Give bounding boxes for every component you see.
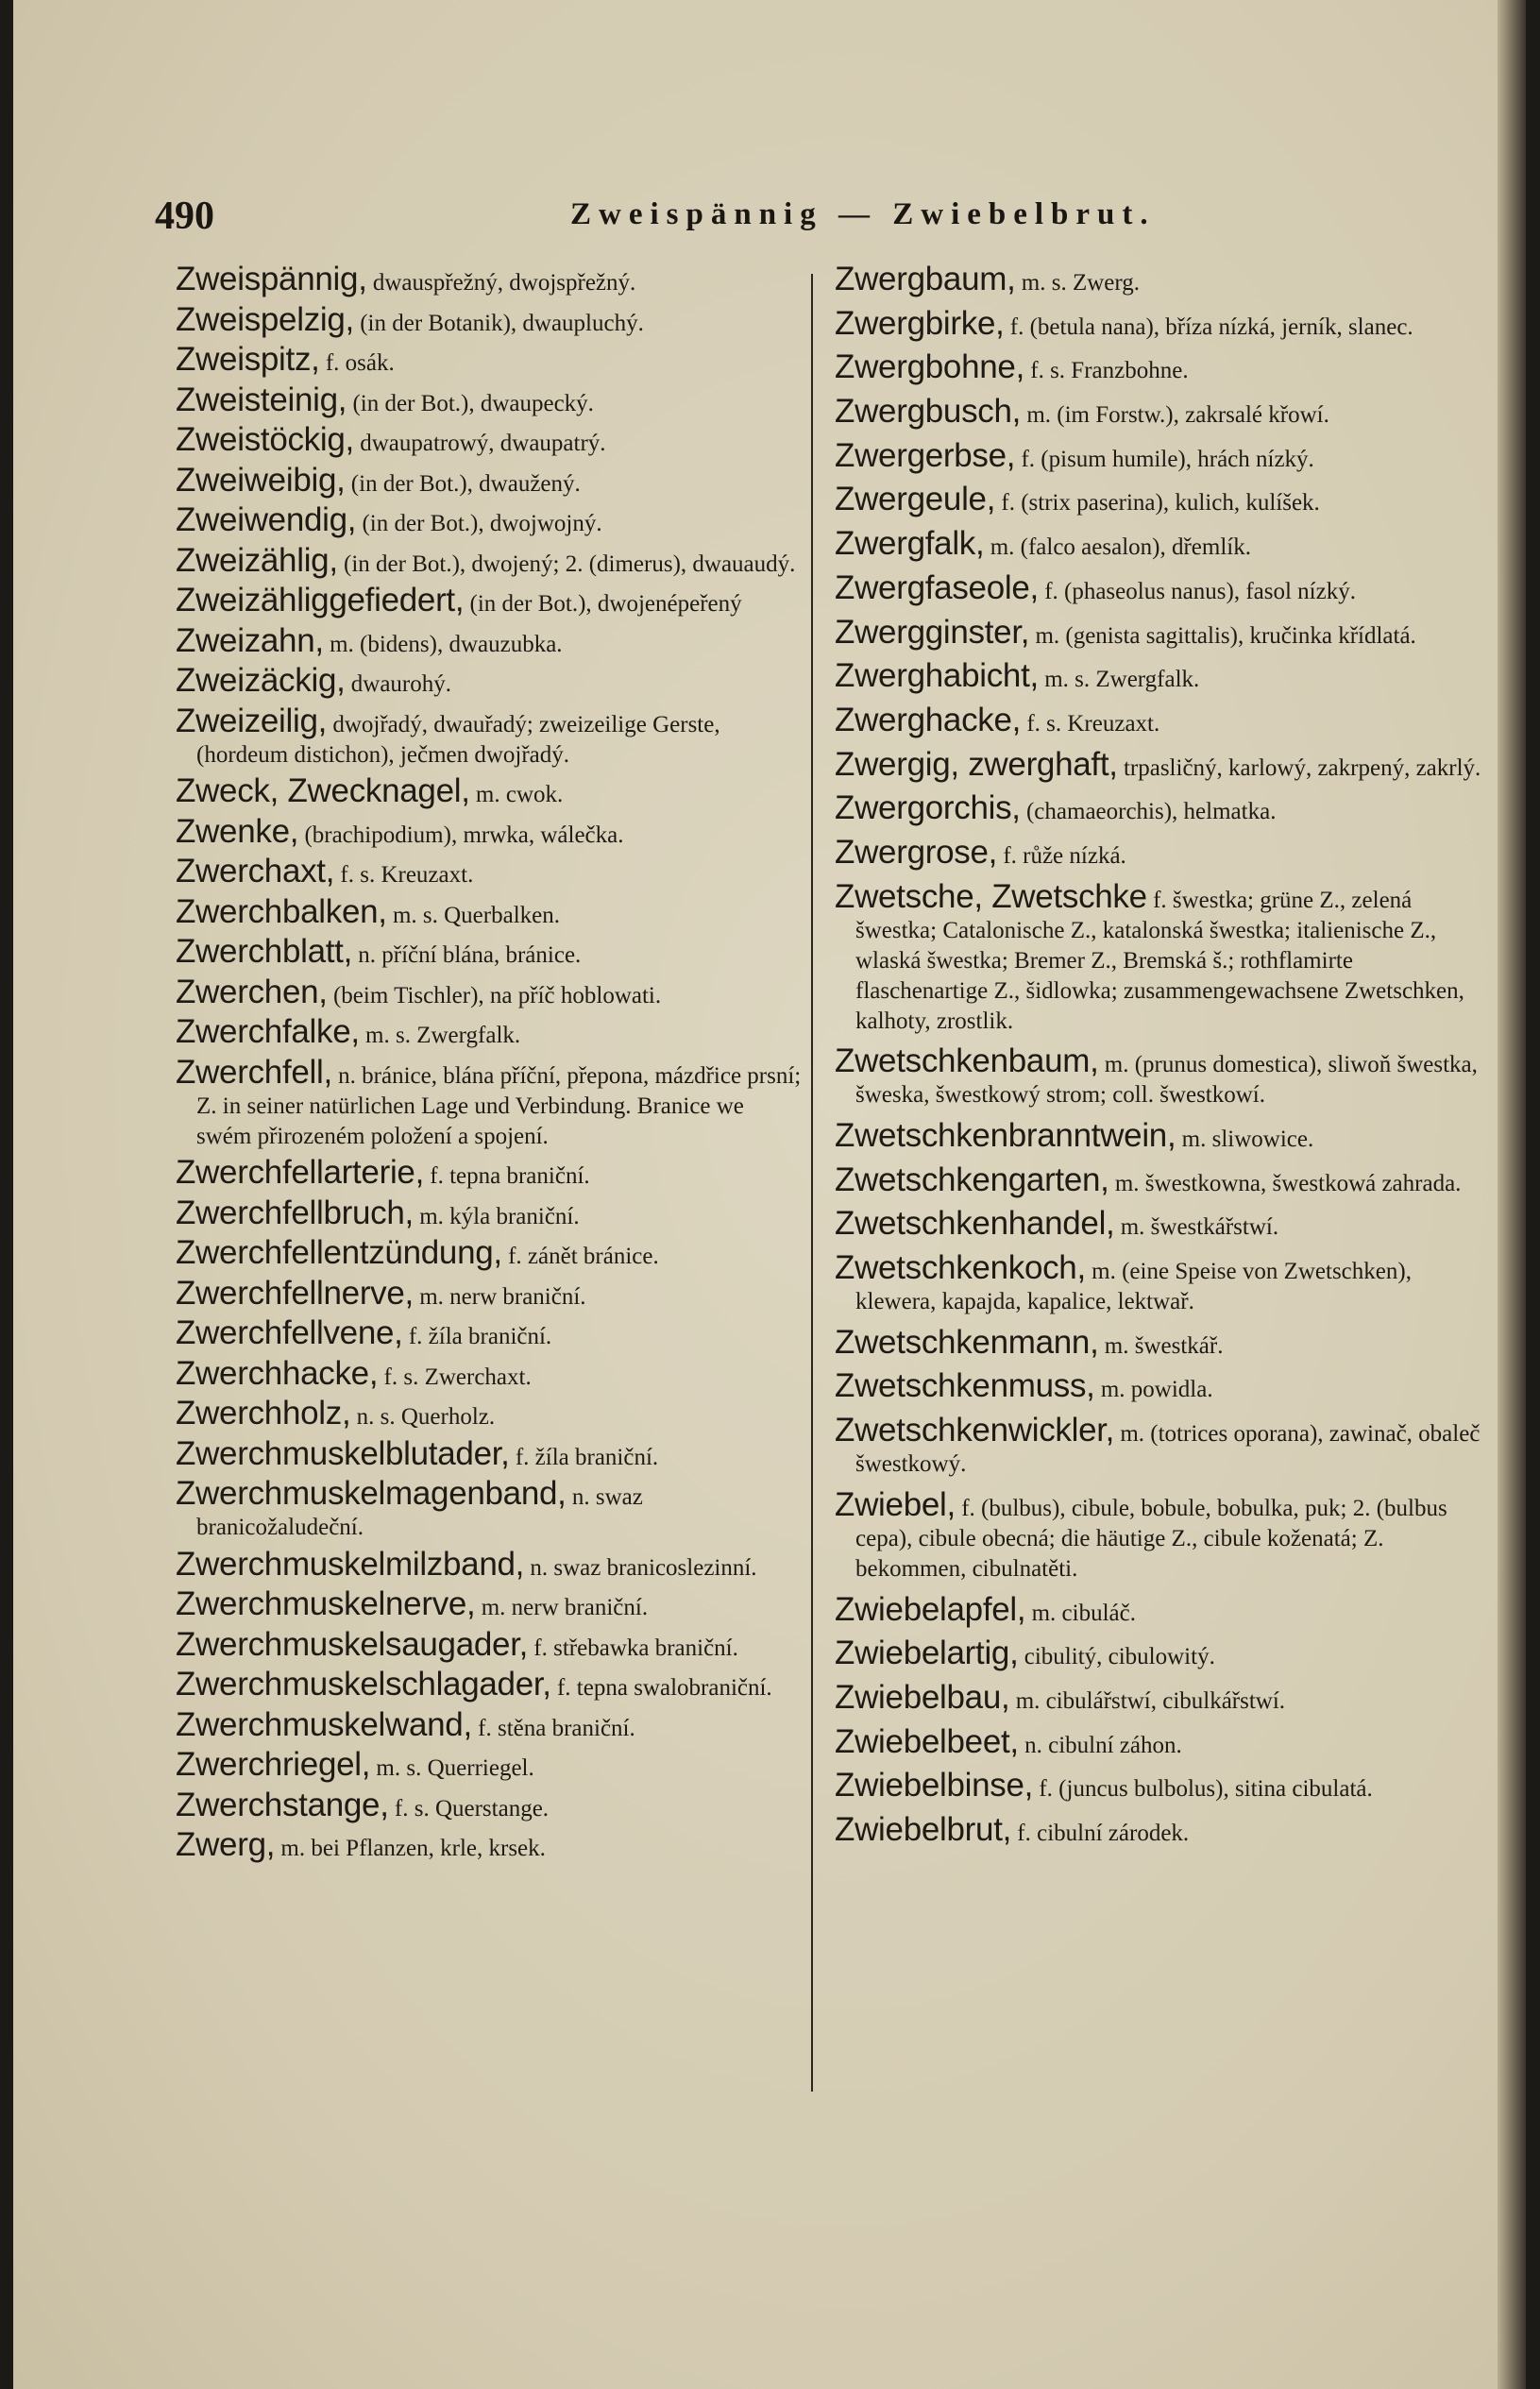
entry-definition: n. s. Querholz. [356,1404,496,1430]
dictionary-entry [835,1367,1486,1405]
entry-definition: dwaupatrowý, dwaupatrý. [360,431,606,456]
dictionary-page [13,0,1526,2389]
entry-definition: m. sliwowice. [1181,1127,1314,1152]
dictionary-entry [835,1205,1486,1243]
dictionary-entry [176,1013,804,1051]
entry-definition: (in der Bot.), dwojenépeřený [469,591,742,617]
entry-definition: f. osák. [325,350,395,376]
dictionary-entry [835,701,1486,739]
entry-headword: Zwergfalk, [835,525,985,563]
dictionary-entry [176,933,804,971]
dictionary-entry [835,613,1486,652]
column-divider [811,274,813,2092]
entry-definition: n. swaz branicoslezinní. [530,1554,757,1581]
entry-headword: Zwetschkenbranntwein, [835,1117,1176,1154]
entry-definition: m. (bidens), dwauzubka. [330,631,563,657]
entry-definition: f. tepna swalobraniční. [556,1675,772,1701]
entry-headword: Zwerchmuskelsaugader, [176,1625,529,1663]
dictionary-entry [835,1810,1486,1849]
dictionary-entry [835,1117,1486,1155]
entry-definition: f. žíla braniční. [515,1444,659,1470]
dictionary-entry [176,662,804,700]
entry-definition: f. (bulbus), cibule, bobule, bobulka, puk; 2. (bulbus cepa), cibule obecná; die häutige Z., cibule koženatá; Z. bekommen, cibulnatěti. [855,1495,1447,1582]
dictionary-entry [835,1722,1486,1761]
entry-definition: f. cibulní zárodek. [1017,1820,1190,1846]
dictionary-entry [176,812,804,851]
entry-definition: m. (falco aesalon), dřemlík. [990,534,1251,561]
dictionary-entry [835,525,1486,563]
dictionary-entry [176,421,804,459]
entry-headword: Zwerchmuskelnerve, [176,1585,476,1622]
right-column [835,261,1486,1859]
entry-definition: m. (im Forstw.), zakrsalé křowí. [1026,402,1329,429]
entry-headword: Zwetschkenmann, [835,1323,1099,1361]
dictionary-entry [176,461,804,500]
entry-definition: f. (phaseolus nanus), fasol nízký. [1044,578,1356,604]
entry-headword: Zweispännig, [176,261,367,297]
entry-headword: Zweck, Zwecknagel, [176,772,470,809]
entry-headword: Zweiweibig, [176,461,346,499]
dictionary-entry [835,1161,1486,1199]
dictionary-entry [176,300,804,339]
dictionary-entry [176,772,804,810]
dictionary-entry [835,745,1486,784]
entry-definition: f. stěna braniční. [478,1715,635,1741]
left-column [176,261,804,1871]
entry-headword: Zwiebelbau, [835,1678,1010,1716]
dictionary-entry [176,1746,804,1784]
dictionary-entry [176,1154,804,1192]
entry-definition: m. cwok. [475,782,564,807]
entry-definition: cibulitý, cibulowitý. [1024,1644,1215,1670]
entry-definition: (beim Tischler), na příč hoblowati. [332,982,662,1008]
entry-definition: f. střebawka braniční. [533,1635,738,1661]
entry-headword: Zwerchblatt, [176,933,353,970]
entry-definition: n. příční blána, bránice. [358,942,582,968]
page-header [155,194,1382,250]
dictionary-entry [835,1042,1486,1110]
entry-headword: Zweisteinig, [176,381,347,418]
dictionary-entry [176,1475,804,1543]
entry-definition: f. (betula nana), bříza nízká, jerník, slanec. [1009,313,1413,340]
dictionary-entry [176,1786,804,1824]
entry-headword: Zwerchstange, [176,1786,389,1823]
entry-headword: Zwergginster, [835,613,1030,651]
entry-definition: m. s. Querbalken. [392,902,560,928]
dictionary-entry [176,892,804,931]
dictionary-entry [835,657,1486,695]
dictionary-entry [835,261,1486,298]
entry-headword: Zwergorchis, [835,789,1021,827]
entry-definition: f. (strix paserina), kulich, kulíšek. [1001,490,1320,517]
dictionary-entry [176,1395,804,1432]
entry-headword: Zwerchen, [176,973,328,1010]
page-number: 490 [155,195,214,238]
entry-headword: Zwerchfellvene, [176,1314,403,1351]
entry-definition: (in der Bot.), dwojwojný. [362,511,602,536]
dictionary-entry [835,833,1486,872]
entry-definition: n. bránice, blána příční, přepona, mázdřice prsní; Z. in seiner natürlichen Lage und Verbindung. Branice we swém přirozeném položení a spojení. [196,1062,802,1149]
dictionary-entry [176,1705,804,1744]
entry-definition: (in der Botanik), dwaupluchý. [360,310,644,336]
entry-headword: Zwerchholz, [176,1395,351,1432]
entry-headword: Zwetschkenbaum, [835,1042,1099,1080]
entry-definition: m. kýla braniční. [419,1203,580,1229]
entry-definition: m. cibuláč. [1031,1600,1136,1626]
entry-headword: Zweiwendig, [176,501,357,538]
entry-definition: f. (juncus bulbolus), sitina cibulatá. [1039,1776,1373,1803]
dictionary-entry [835,1635,1486,1672]
entry-headword: Zwerchmuskelblutader, [176,1434,510,1472]
entry-headword: Zweizeilig, [176,702,328,739]
entry-headword: Zwerchmuskelmilzband, [176,1545,525,1583]
entry-headword: Zwerghacke, [835,701,1022,738]
entry-headword: Zwergbaum, [835,261,1016,297]
entry-headword: Zweispitz, [176,341,320,378]
entry-headword: Zwergerbse, [835,436,1016,474]
dictionary-entry [176,1625,804,1664]
entry-definition: f. s. Querstange. [394,1795,550,1821]
entry-definition: m. s. Zwergfalk. [365,1023,521,1048]
entry-headword: Zwiebelapfel, [835,1590,1026,1628]
entry-headword: Zwiebelbrut, [835,1810,1012,1848]
entry-headword: Zwerghabicht, [835,657,1039,695]
entry-definition: m. šwestkář. [1104,1332,1224,1359]
dictionary-entry [835,304,1486,343]
entry-definition: m. (genista sagittalis), kručinka křídlatá. [1035,622,1416,649]
running-head: Zweispännig — Zwiebelbrut. [570,197,1156,231]
entry-definition: f. tepna braniční. [430,1163,590,1189]
entry-headword: Zwiebelbeet, [835,1722,1019,1760]
entry-headword: Zwerchhacke, [176,1354,379,1392]
entry-definition: f. zánět bránice. [508,1244,659,1269]
dictionary-entry [835,789,1486,827]
entry-headword: Zwetschkenhandel, [835,1205,1115,1243]
entry-headword: Zweizähliggefiedert, [176,582,465,618]
dictionary-entry [835,481,1486,518]
dictionary-entry [835,393,1486,431]
entry-definition: f. žíla braniční. [408,1324,552,1349]
dictionary-entry [835,1590,1486,1629]
dictionary-entry [176,1234,804,1272]
dictionary-entry [176,1194,804,1232]
entry-definition: m. s. Zwergfalk. [1044,667,1200,693]
entry-definition: n. cibulní záhon. [1024,1732,1182,1758]
entry-headword: Zwerchaxt, [176,853,335,890]
entry-headword: Zwerg, [176,1826,276,1863]
dictionary-entry [835,1323,1486,1362]
entry-headword: Zwerchmuskelschlagader, [176,1666,551,1703]
entry-headword: Zwerchfellbruch, [176,1194,414,1231]
dictionary-entry [176,1666,804,1703]
dictionary-entry [176,582,804,619]
entry-definition: dwauspřežný, dwojspřežný. [372,270,636,296]
entry-definition: dwaurohý. [350,671,452,697]
entry-headword: Zweispelzig, [176,300,354,338]
entry-definition: dwojřadý, dwauřadý; zweizeilige Gerste, (hordeum distichon), ječmen dwojřadý. [196,711,720,768]
entry-headword: Zwerchfellarterie, [176,1154,425,1191]
entry-headword: Zwerchriegel, [176,1746,371,1783]
entry-headword: Zwiebelartig, [835,1635,1019,1672]
entry-headword: Zwerchbalken, [176,892,387,930]
entry-definition: m. powidla. [1100,1377,1213,1403]
dictionary-entry [176,1053,804,1152]
entry-headword: Zwergbohne, [835,348,1024,386]
entry-headword: Zwergeule, [835,481,996,518]
entry-headword: Zwergig, zwerghaft, [835,745,1118,783]
entry-headword: Zweizählig, [176,541,338,579]
entry-headword: Zwerchfellnerve, [176,1274,414,1312]
dictionary-entry [835,436,1486,475]
entry-definition: m. s. Querriegel. [376,1755,534,1781]
entry-headword: Zwetschkenkoch, [835,1249,1086,1287]
entry-headword: Zweistöckig, [176,421,354,458]
dictionary-entry [176,541,804,580]
dictionary-entry [835,1249,1486,1317]
entry-headword: Zwerchfell, [176,1053,332,1091]
entry-definition: f. s. Franzbohne. [1030,358,1189,384]
entry-headword: Zwergfaseole, [835,568,1039,606]
dictionary-entry [835,348,1486,386]
entry-definition: n. swaz branicožaludeční. [196,1484,643,1540]
dictionary-entry [176,1545,804,1584]
entry-definition: m. šwestkářstwí. [1120,1214,1279,1241]
dictionary-entry [176,1826,804,1864]
entry-headword: Zwetschkenwickler, [835,1412,1115,1449]
entry-definition: (in der Bot.), dwaužený. [350,470,581,497]
entry-headword: Zwiebelbinse, [835,1767,1034,1804]
dictionary-entry [835,1412,1486,1480]
entry-headword: Zweizäckig, [176,662,346,699]
dictionary-entry [176,381,804,419]
dictionary-entry [176,1434,804,1473]
entry-definition: m. nerw braniční. [419,1283,586,1310]
entry-definition: f. s. Kreuzaxt. [1026,710,1160,737]
dictionary-entry [176,1314,804,1352]
entry-headword: Zwerchfalke, [176,1013,360,1050]
entry-definition: f. s. Kreuzaxt. [340,862,474,888]
entry-definition: f. šwestka; grüne Z., zelená šwestka; Catalonische Z., katalonská šwestka; italienische Z., wlaská šwestka; Bremer Z., Bremská š.; rothflamirte flaschenartige Z., šidlowka; zusammengewachsene Zwetschken, kalhoty, zrostlik. [855,887,1464,1034]
entry-definition: m. (eine Speise von Zwetschken), klewera, kapajda, kapalice, lektwař. [855,1259,1412,1315]
entry-definition: m. nerw braniční. [481,1595,649,1620]
entry-definition: m. (prunus domestica), sliwoň šwestka, šweska, šwestkowý strom; coll. šwestkowí. [855,1052,1478,1109]
dictionary-entry [176,702,804,771]
dictionary-entry [835,1678,1486,1717]
dictionary-entry [176,853,804,890]
entry-definition: m. bei Pflanzen, krle, krsek. [280,1836,546,1861]
dictionary-entry [835,1485,1486,1584]
entry-definition: trpasličný, karlowý, zakrpený, zakrlý. [1123,754,1481,781]
dictionary-entry [176,1585,804,1623]
entry-headword: Zwerchfellentzündung, [176,1234,502,1271]
entry-definition: (in der Bot.), dwojený; 2. (dimerus), dwauaudý. [344,551,796,577]
entry-headword: Zwerchmuskelwand, [176,1705,472,1743]
entry-headword: Zwergrose, [835,833,998,871]
entry-definition: m. (totrices oporana), zawinač, obaleč šwestkowý. [855,1421,1481,1478]
dictionary-entry [835,877,1486,1037]
entry-headword: Zweizahn, [176,621,324,659]
dictionary-entry [176,973,804,1011]
entry-headword: Zwetschkengarten, [835,1161,1109,1198]
entry-definition: (chamaeorchis), helmatka. [1025,799,1277,825]
dictionary-entry [176,1354,804,1393]
dictionary-entry [835,1767,1486,1804]
entry-definition: m. cibulářstwí, cibulkářstwí. [1015,1687,1286,1714]
entry-headword: Zwetschkenmuss, [835,1367,1095,1405]
entry-definition: (brachipodium), mrwka, wálečka. [304,822,624,848]
entry-definition: (in der Bot.), dwaupecký. [352,390,594,416]
entry-definition: f. s. Zwerchaxt. [383,1364,532,1390]
entry-definition: f. (pisum humile), hrách nízký. [1021,446,1314,472]
entry-definition: f. růže nízká. [1003,842,1126,869]
entry-headword: Zwiebel, [835,1485,956,1523]
dictionary-entry [176,501,804,539]
dictionary-entry [176,1274,804,1313]
entry-headword: Zwerchmuskelmagenband, [176,1475,567,1512]
dictionary-entry [176,341,804,379]
dictionary-entry [176,261,804,298]
dictionary-entry [835,568,1486,607]
dictionary-entry [176,621,804,660]
entry-headword: Zwergbirke, [835,304,1005,342]
entry-definition: m. šwestkowna, šwestkowá zahrada. [1114,1170,1462,1196]
entry-headword: Zwetsche, Zwetschke [835,877,1147,915]
entry-headword: Zwenke, [176,812,299,850]
entry-headword: Zwergbusch, [835,393,1022,431]
entry-definition: m. s. Zwerg. [1021,270,1141,296]
book-spine-shadow [1498,0,1526,2389]
